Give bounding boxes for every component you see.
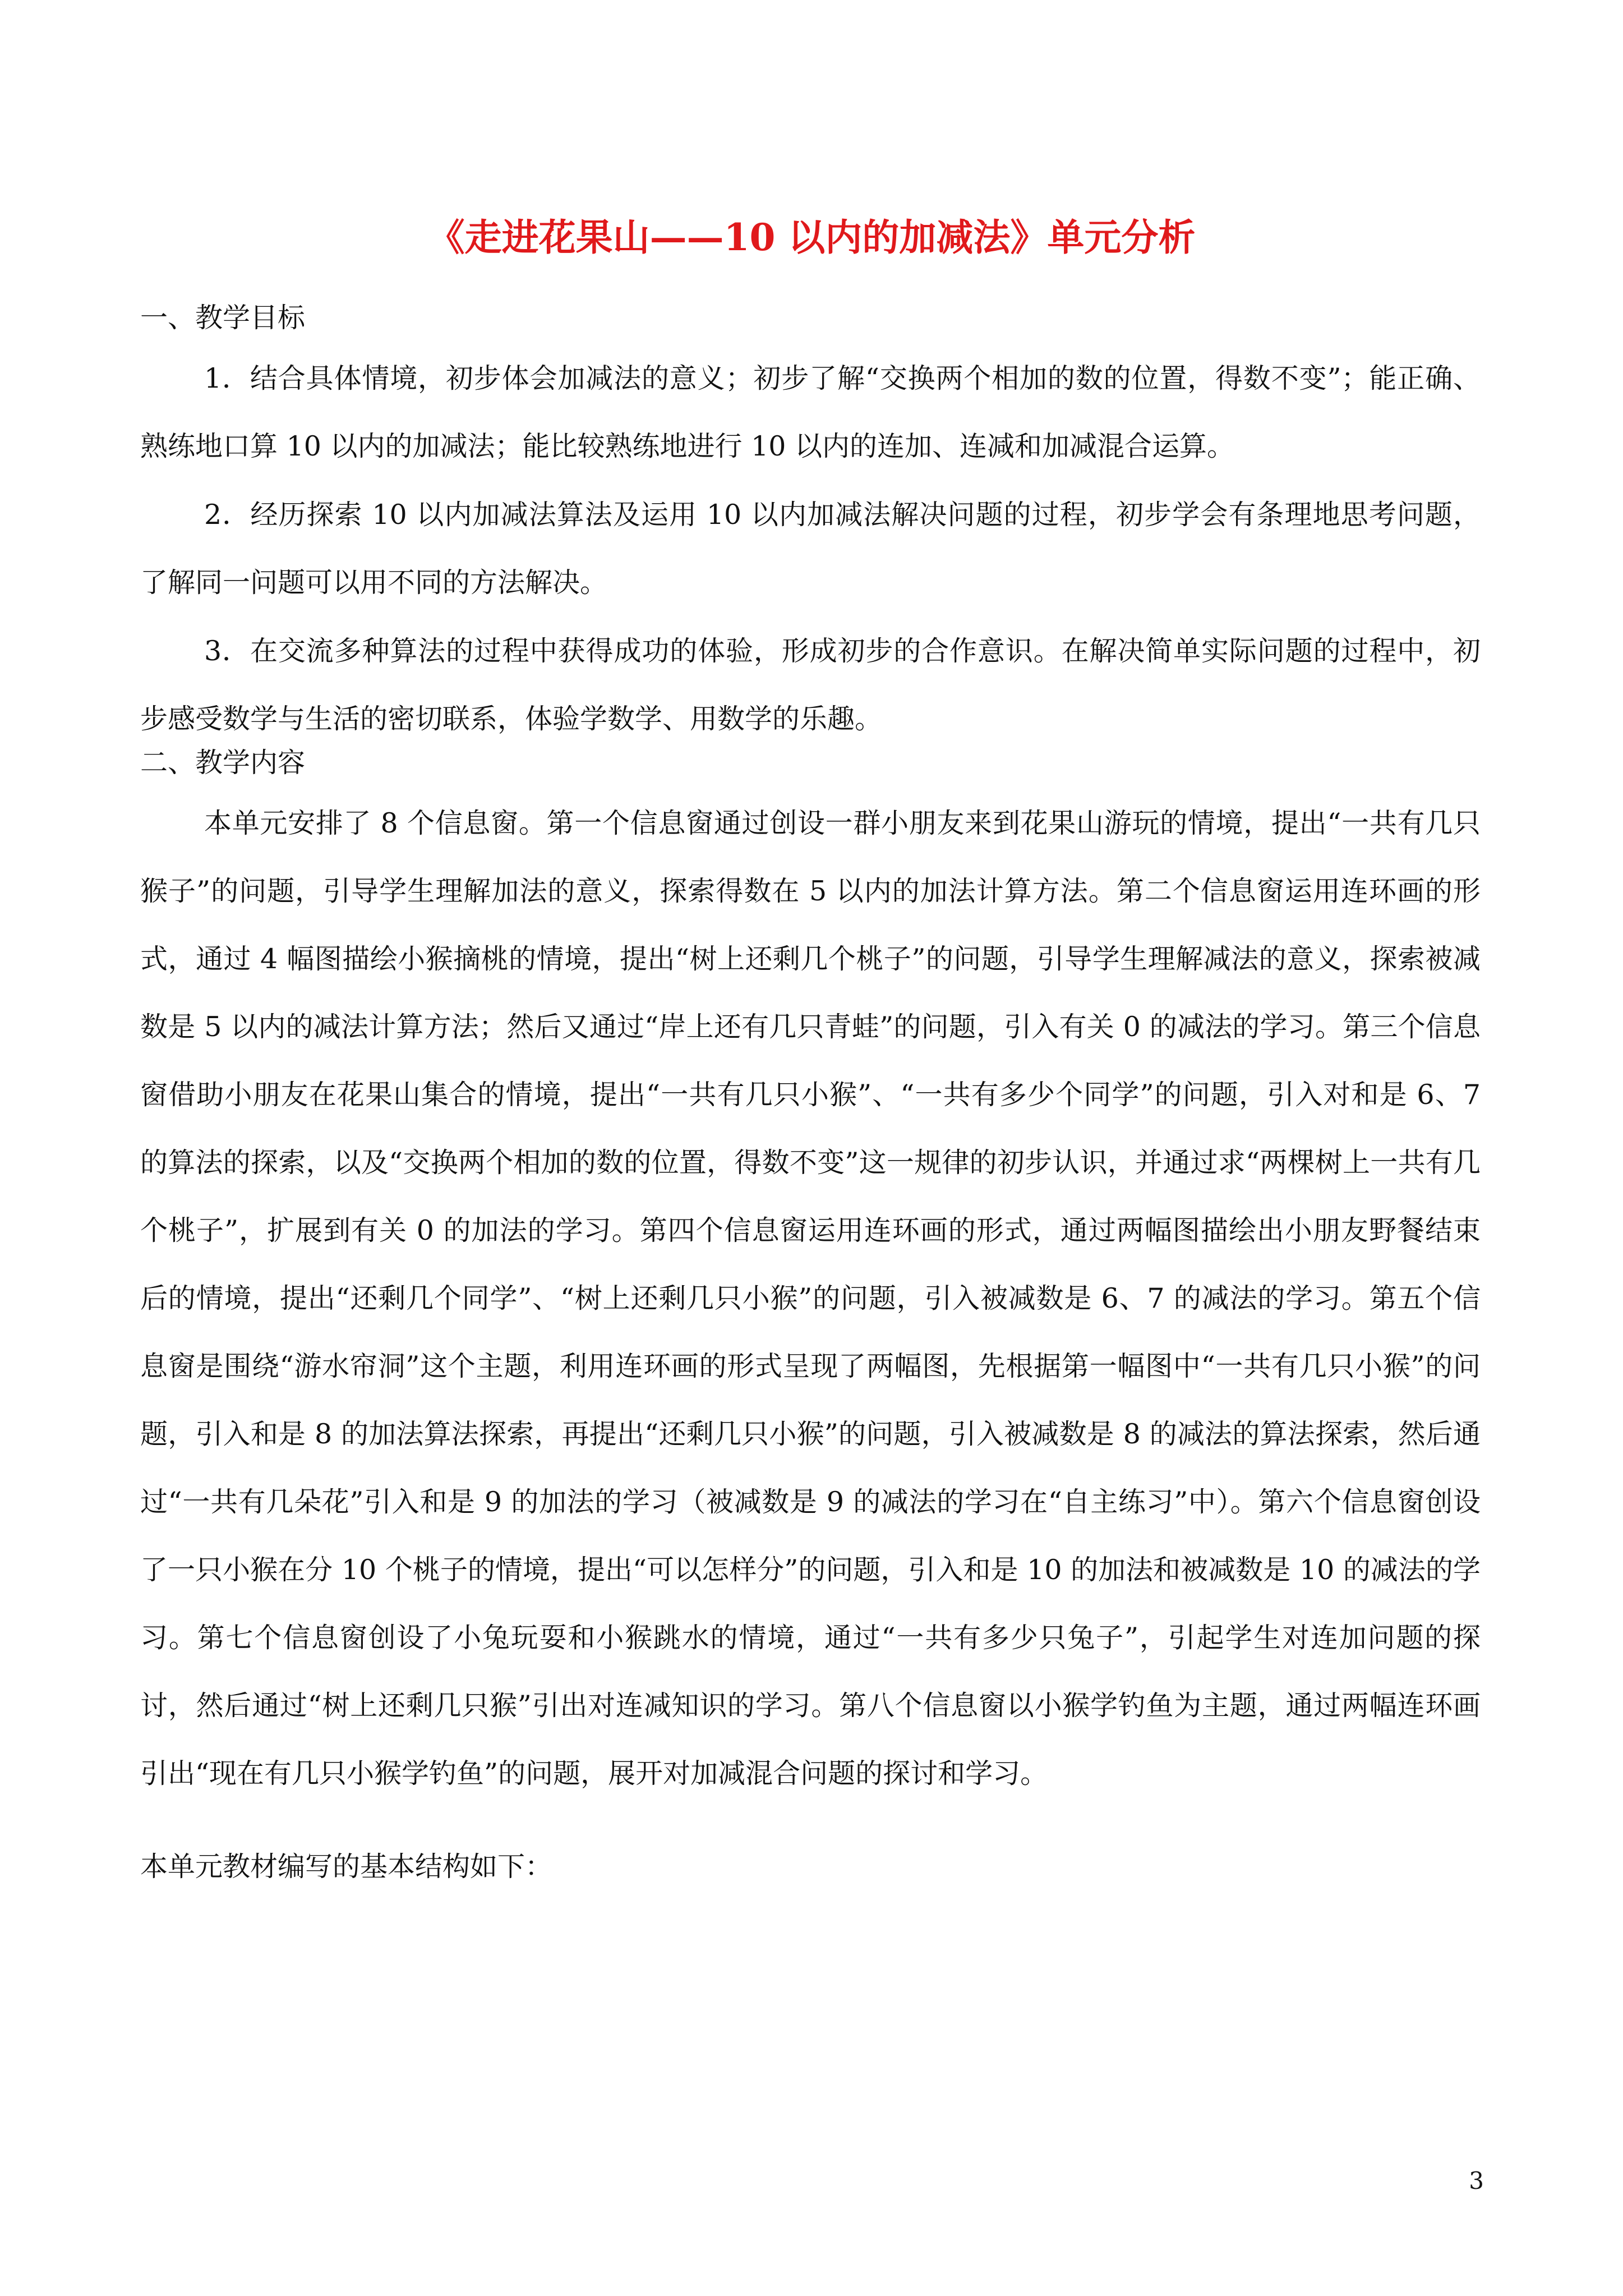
section-heading-teaching-goals: 一、教学目标 <box>140 302 306 334</box>
page-number: 3 <box>1469 2167 1484 2194</box>
structure-intro-text: 本单元教材编写的基本结构如下： <box>140 1851 553 1883</box>
content-paragraph: 本单元安排了 8 个信息窗。第一个信息窗通过创设一群小朋友来到花果山游玩的情境，提出“一共有几只猴子”的问题，引导学生理解加法的意义，探索得数在 5 以内的加法计算方法。第二个信息窗运用连环画的形式，通过 4 幅图描绘小猴摘桃的情境，提出“树上还剩几个桃子”的问题，引导学生理解减法的意义，探索被减数是 5 以内的减法计算方法；然后又通过“岸上还有几只青蛙”的问题，引入有关 0 的减法的学习。第三个信息窗借助小朋友在花果山集合的情境，提出“一共有几只小猴”、“一共有多少个同学”的问题，引入对和是 6、7 的算法的探索，以及“交换两个相加的数的位置，得数不变”这一规律的初步认识，并通过求“两棵树上一共有几个桃子”，扩展到有关 0 的加法的学习。第四个信息窗运用连环画的形式，通过两幅图描绘出小朋友野餐结束后的情境，提出“还剩几个同学”、“树上还剩几只小猴”的问题，引入被减数是 6、7 的减法的学习。第五个信息窗是围绕“游水帘洞”这个主题，利用连环画的形式呈现了两幅图，先根据第一幅图中“一共有几只小猴”的问题，引入和是 8 的加法算法探索，再提出“还剩几只小猴”的问题，引入被减数是 8 的减法的算法探索，然后通过“一共有几朵花”引入和是 9 的加法的学习（被减数是 9 的减法的学习在“自主练习”中）。第六个信息窗创设了一只小猴在分 10 个桃子的情境，提出“可以怎样分”的问题，引入和是 10 的加法和被减数是 10 的减法的学习。第七个信息窗创设了小兔玩耍和小猴跳水的情境，通过“一共有多少只兔子”，引起学生对连加问题的探讨，然后通过“树上还剩几只猴”引出对连减知识的学习。第八个信息窗以小猴学钓鱼为主题，通过两幅连环画引出“现在有几只小猴学钓鱼”的问题，展开对加减混合问题的探讨和学习。 <box>140 807 1481 1789</box>
goal-item-2: 2．经历探索 10 以内加减法算法及运用 10 以内加减法解决问题的过程，初步学会有条理地思考问题，了解同一问题可以用不同的方法解决。 <box>140 499 1481 599</box>
section-heading-teaching-content: 二、教学内容 <box>140 747 306 779</box>
goal-item-3: 3．在交流多种算法的过程中获得成功的体验，形成初步的合作意识。在解决简单实际问题的过程中，初步感受数学与生活的密切联系，体验学数学、用数学的乐趣。 <box>140 635 1481 735</box>
document-title: 《走进花果山——10 以内的加减法》单元分析 <box>427 215 1196 259</box>
goal-item-1: 1．结合具体情境，初步体会加减法的意义；初步了解“交换两个相加的数的位置，得数不变”；能正确、熟练地口算 10 以内的加减法；能比较熟练地进行 10 以内的连加、连减和加减混合运算。 <box>140 362 1481 462</box>
